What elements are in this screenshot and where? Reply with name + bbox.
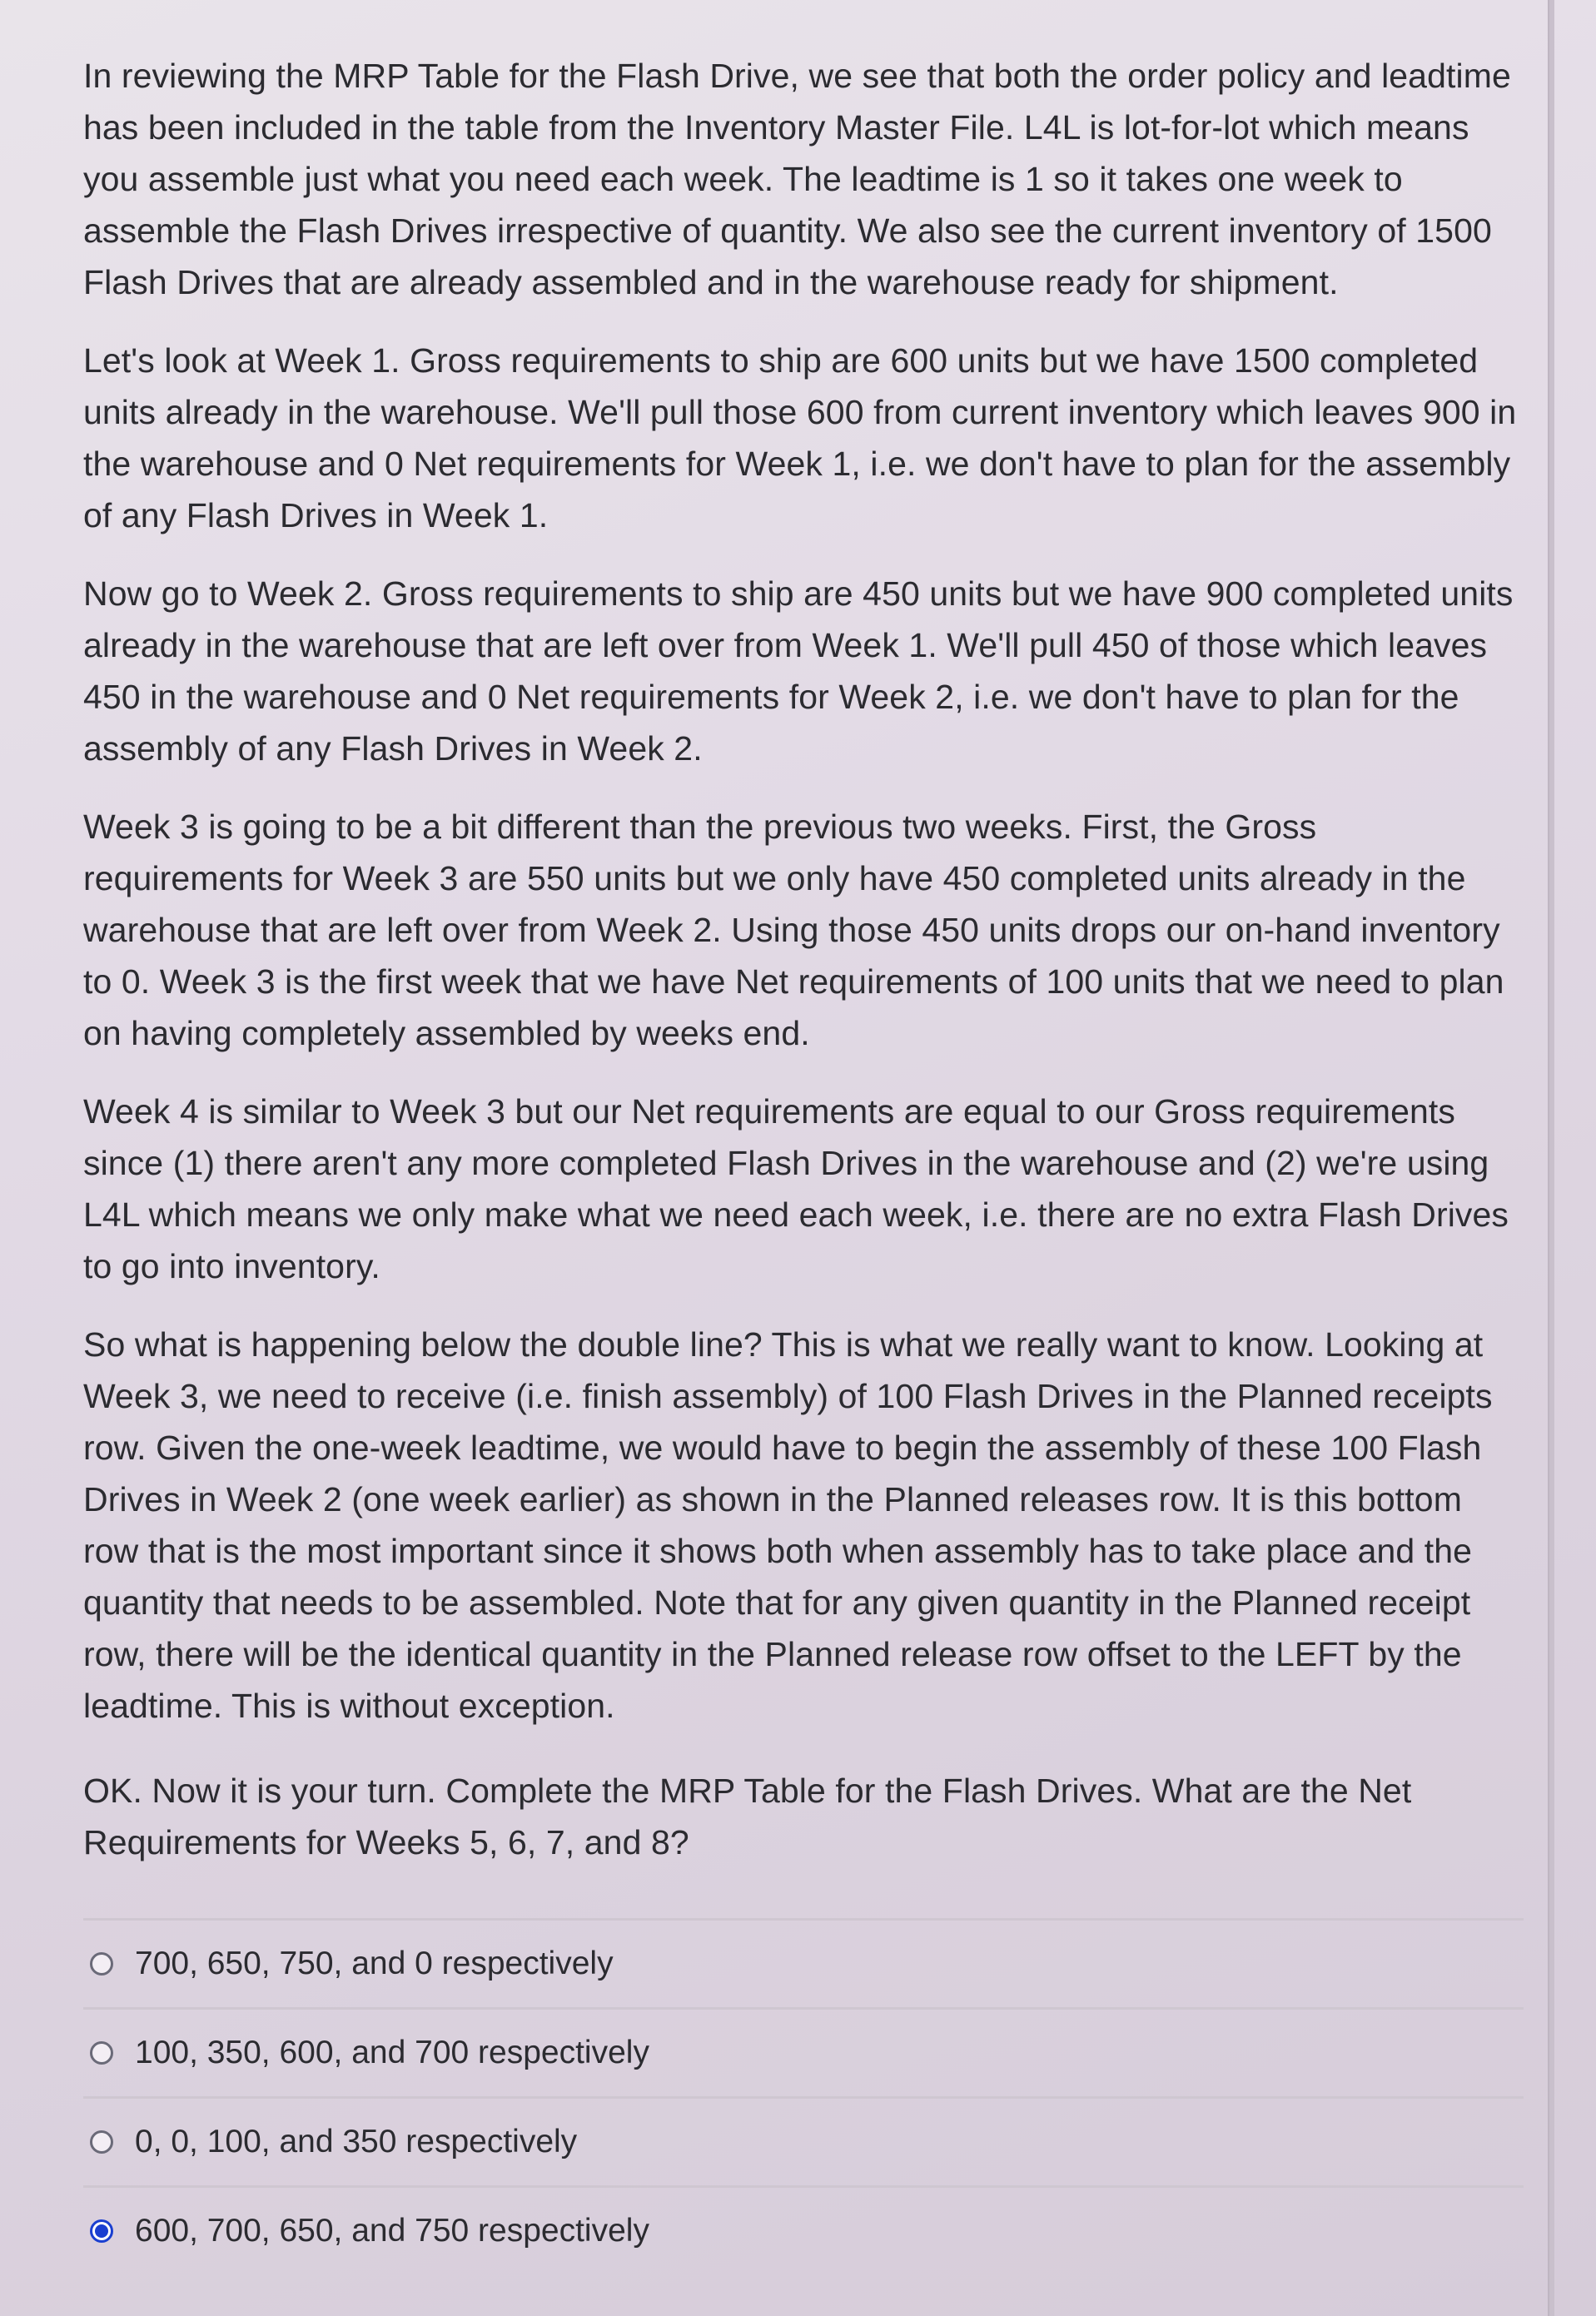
question-content — [83, 50, 1524, 2274]
paragraph-double-line: So what is happening below the double line? This is what we really want to know. Looking at Week 3, we need to receive (i.e. finish assembly) of 100 Flash Drives in the Planned receipts row. Given the one-week leadtime, we would have to begin the assembly of these 100 Flash Drives in Week 2 (one week earlier) as shown in the Planned releases row. It is this bottom row that is the most important since it shows both when assembly has to take place and the quantity that needs to be assembled. Note that for any given quantity in the Planned receipt row, there will be the identical quantity in the Planned release row offset to the LEFT by the leadtime. This is without exception. — [83, 1325, 1493, 1725]
answer-option-label: 0, 0, 100, and 350 respectively — [135, 2124, 578, 2159]
answer-option-1[interactable] — [83, 1918, 1524, 2007]
answer-option-4[interactable] — [83, 2185, 1524, 2274]
paragraph-week-3: Week 3 is going to be a bit different than the previous two weeks. First, the Gross requirements for Week 3 are 550 units but we only have 450 completed units already in the warehouse that are left over from Week 2. Using those 450 units drops our on-hand inventory to 0. Week 3 is the first week that we have Net requirements of 100 units that we need to plan on having completely assembled by weeks end. — [83, 808, 1504, 1052]
answer-option-label: 100, 350, 600, and 700 respectively — [135, 2035, 649, 2070]
paragraph-week-4: Week 4 is similar to Week 3 but our Net requirements are equal to our Gross requirements since (1) there aren't any more completed Flash Drives in the warehouse and (2) we're using L4L which means we only make what we need each week, i.e. there are no extra Flash Drives to go into inventory. — [83, 1092, 1509, 1285]
answer-options — [83, 1918, 1524, 2274]
paragraph-intro: In reviewing the MRP Table for the Flash Drive, we see that both the order policy and leadtime has been included in the table from the Inventory Master File. L4L is lot-for-lot which means you assemble just what you need each week. The leadtime is 1 so it takes one week to assemble the Flash Drives irrespective of quantity. We also see the current inventory of 1500 Flash Drives that are already assembled and in the warehouse ready for shipment. — [83, 57, 1511, 301]
radio-dot-icon — [95, 2224, 108, 2238]
paragraph-week-1: Let's look at Week 1. Gross requirements to ship are 600 units but we have 1500 completed units already in the warehouse. We'll pull those 600 from current inventory which leaves 900 in the warehouse and 0 Net requirements for Week 1, i.e. we don't have to plan for the assembly of any Flash Drives in Week 1. — [83, 341, 1517, 534]
radio-button-unselected-icon[interactable] — [90, 1952, 113, 1976]
radio-button-selected-icon[interactable] — [90, 2219, 113, 2243]
answer-option-label: 700, 650, 750, and 0 respectively — [135, 1946, 614, 1981]
radio-button-unselected-icon[interactable] — [90, 2130, 113, 2154]
question-prompt: OK. Now it is your turn. Complete the MRP Table for the Flash Drives. What are the Net Requirements for Weeks 5, 6, 7, and 8? — [83, 1772, 1412, 1861]
answer-option-label: 600, 700, 650, and 750 respectively — [135, 2213, 649, 2249]
answer-option-2[interactable] — [83, 2007, 1524, 2096]
paragraph-week-2: Now go to Week 2. Gross requirements to ship are 450 units but we have 900 completed units already in the warehouse that are left over from Week 1. We'll pull 450 of those which leaves 450 in the warehouse and 0 Net requirements for Week 2, i.e. we don't have to plan for the assembly of any Flash Drives in Week 2. — [83, 574, 1514, 768]
answer-option-3[interactable] — [83, 2096, 1524, 2185]
radio-button-unselected-icon[interactable] — [90, 2041, 113, 2065]
page-edge-divider — [1548, 0, 1554, 2316]
